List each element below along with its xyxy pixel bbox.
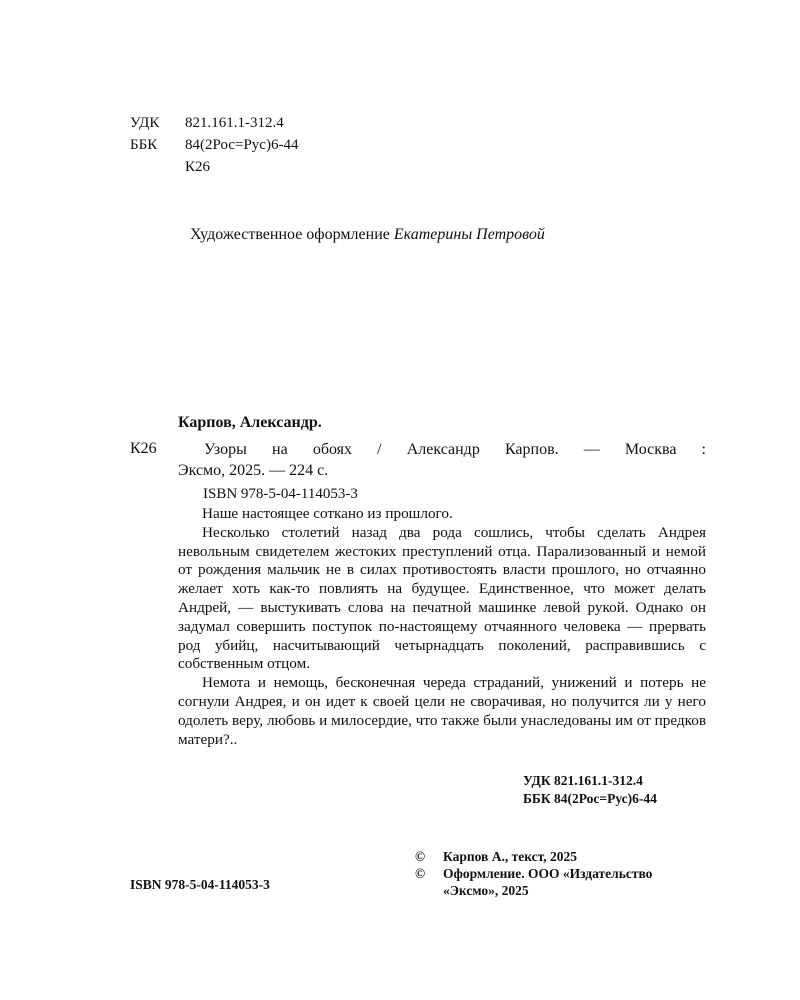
designer-name: Екатерины Петровой [393,226,545,243]
isbn-bottom: ISBN 978-5-04-114053-3 [130,877,270,892]
title-line-2: Эксмо, 2025. — 224 с. [178,462,329,479]
isbn-record: ISBN 978-5-04-114053-3 [203,486,358,502]
bbk-value: 84(2Рос=Рус)6-44 [185,137,299,153]
copyright-symbol-2: © [415,866,426,881]
annotation [178,505,706,749]
bbk-label: ББК [130,137,158,153]
copyright-line-3: «Эксмо», 2025 [443,883,529,898]
author-heading: Карпов, Александр. [178,414,322,431]
annotation-paragraph-3: Немота и немощь, бесконечная череда страданий, унижений и потерь не согнули Андрея, и он идет к своей цели не сворачивая, но получится ли у него одолеть веру, любовь и милосердие, что также были унаследованы им от предков матери?.. [178,674,706,748]
author-mark-top: К26 [185,159,211,175]
copyright-line-2: Оформление. ООО «Издательство [443,866,653,881]
udk-bottom: УДК 821.161.1-312.4 [523,773,643,788]
title-line-1: Узоры на обоях / Александр Карпов. — Москва : [204,441,706,458]
author-mark: К26 [130,440,157,457]
classification-top [130,112,430,178]
bbk-bottom: ББК 84(2Рос=Рус)6-44 [523,791,657,806]
copyright-block [415,848,715,899]
udk-value: 821.161.1-312.4 [185,115,284,131]
annotation-paragraph-1: Наше настоящее соткано из прошлого. [202,505,453,522]
classification-bottom [523,772,657,808]
annotation-paragraph-2: Несколько столетий назад два рода сошлись, чтобы сделать Андрея невольным свидетелем жестоких преступлений отца. Парализованный и немой от рождения мальчик не в силах противостоять власти прошлого, но отчаянно желает хоть как-то повлиять на будущее. Единственное, что может делать Андрей, — выстукивать слова на печатной машинке левой рукой. Однако он задумал совершить поступок по-настоящему отчаянного человека — прервать род убийц, насчитывающий четырнадцать поколений, расправившись с собственным отцом. [178,523,706,673]
copyright-line-1: Карпов А., текст, 2025 [443,849,578,864]
design-credit-prefix: Художественное оформление [190,226,394,243]
design-credit [190,226,545,244]
udk-label: УДК [130,115,160,131]
copyright-symbol-1: © [415,849,426,864]
